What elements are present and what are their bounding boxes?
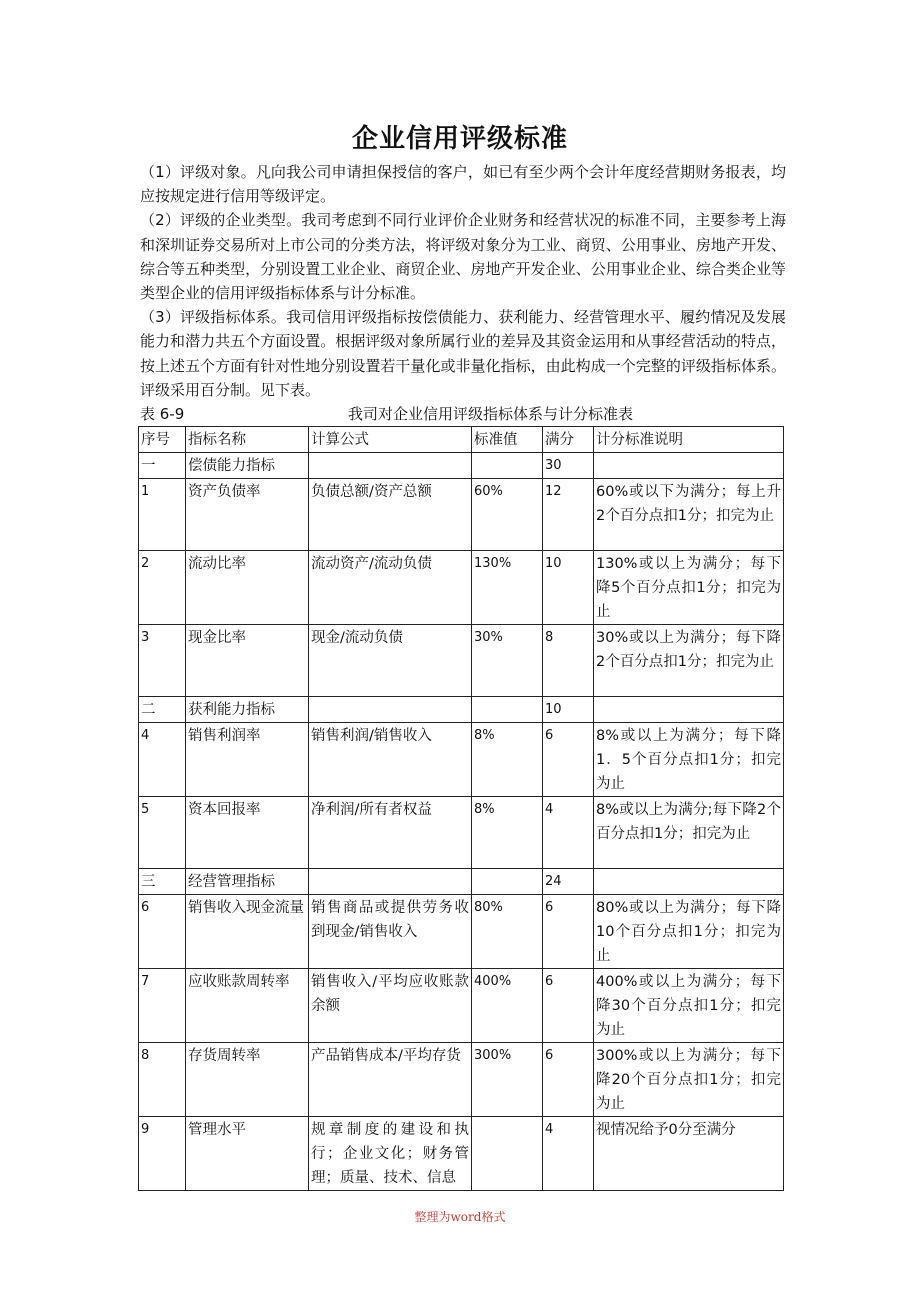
cell-formula: 现金/流动负债 xyxy=(309,625,472,697)
cell-desc xyxy=(594,869,784,895)
cell-formula: 产品销售成本/平均存货 xyxy=(309,1043,472,1117)
cell-std: 400% xyxy=(472,969,543,1043)
cell-no: 1 xyxy=(139,479,186,551)
cell-name: 经营管理指标 xyxy=(186,869,309,895)
cell-score: 6 xyxy=(543,1043,594,1117)
cell-no: 二 xyxy=(139,697,186,723)
cell-score: 6 xyxy=(543,895,594,969)
table-row xyxy=(139,453,784,479)
cell-formula xyxy=(309,869,472,895)
footer-note: 整理为word格式 xyxy=(414,1210,506,1224)
cell-name: 管理水平 xyxy=(186,1117,309,1191)
cell-desc: 400%或以上为满分；每下降30个百分点扣1分；扣完为止 xyxy=(594,969,784,1043)
table-row xyxy=(139,969,784,1043)
paragraph-evaluation-object: （1）评级对象。凡向我公司申请担保授信的客户，如已有至少两个会计年度经营期财务报表，均应按规定进行信用等级评定。 xyxy=(140,163,786,206)
cell-std: 80% xyxy=(472,895,543,969)
cell-no: 8 xyxy=(139,1043,186,1117)
table-row xyxy=(139,479,784,551)
cell-formula: 净利润/所有者权益 xyxy=(309,797,472,869)
cell-no: 9 xyxy=(139,1117,186,1191)
cell-formula: 销售收入/平均应收账款余额 xyxy=(309,969,472,1043)
cell-score: 10 xyxy=(543,697,594,723)
cell-desc: 80%或以上为满分；每下降10个百分点扣1分；扣完为止 xyxy=(594,895,784,969)
cell-std: 30% xyxy=(472,625,543,697)
header-cell: 满分 xyxy=(543,427,594,453)
cell-score: 24 xyxy=(543,869,594,895)
cell-formula xyxy=(309,453,472,479)
cell-desc xyxy=(594,697,784,723)
paragraph-index-system: （3）评级指标体系。我司信用评级指标按偿债能力、获利能力、经营管理水平、履约情况及发展能力和潜力共五个方面设置。根据评级对象所属行业的差异及其资金运用和从事经营活动的特点，按上述五个方面有针对性地分别设置若干量化或非量化指标，由此构成一个完整的评级指标体系。评级采用百分制。见下表。 xyxy=(140,308,786,399)
cell-desc xyxy=(594,453,784,479)
table-header-row xyxy=(139,427,784,453)
cell-desc: 300%或以上为满分；每下降20个百分点扣1分；扣完为止 xyxy=(594,1043,784,1117)
paragraph-enterprise-types: （2）评级的企业类型。我司考虑到不同行业评价企业财务和经营状况的标准不同，主要参考上海和深圳证券交易所对上市公司的分类方法，将评级对象分为工业、商贸、公用事业、房地产开发、综合等五种类型，分别设置工业企业、商贸企业、房地产开发企业、公用事业企业、综合类企业等类型企业的信用评级指标体系与计分标准。 xyxy=(140,211,786,303)
cell-std: 300% xyxy=(472,1043,543,1117)
cell-desc: 8%或以上为满分;每下降2个百分点扣1分；扣完为止 xyxy=(594,797,784,869)
cell-name: 现金比率 xyxy=(186,625,309,697)
cell-name: 应收账款周转率 xyxy=(186,969,309,1043)
table-row xyxy=(139,551,784,625)
cell-std xyxy=(472,869,543,895)
cell-std: 8% xyxy=(472,723,543,797)
table-row xyxy=(139,1117,784,1191)
cell-std: 130% xyxy=(472,551,543,625)
cell-formula: 负债总额/资产总额 xyxy=(309,479,472,551)
cell-score: 4 xyxy=(543,797,594,869)
cell-formula: 流动资产/流动负债 xyxy=(309,551,472,625)
table-row xyxy=(139,869,784,895)
cell-formula: 销售商品或提供劳务收到现金/销售收入 xyxy=(309,895,472,969)
cell-std xyxy=(472,1117,543,1191)
cell-no: 6 xyxy=(139,895,186,969)
table-row xyxy=(139,625,784,697)
table-row xyxy=(139,723,784,797)
table-row xyxy=(139,697,784,723)
cell-no: 4 xyxy=(139,723,186,797)
cell-no: 3 xyxy=(139,625,186,697)
cell-formula: 销售利润/销售收入 xyxy=(309,723,472,797)
cell-score: 30 xyxy=(543,453,594,479)
cell-name: 资产负债率 xyxy=(186,479,309,551)
rating-table xyxy=(138,426,784,1191)
cell-desc: 视情况给予0分至满分 xyxy=(594,1117,784,1191)
table-row xyxy=(139,1043,784,1117)
cell-score: 6 xyxy=(543,969,594,1043)
cell-name: 销售收入现金流量 xyxy=(186,895,309,969)
cell-name: 流动比率 xyxy=(186,551,309,625)
table-caption xyxy=(140,403,786,425)
header-cell: 计算公式 xyxy=(309,427,472,453)
cell-name: 偿债能力指标 xyxy=(186,453,309,479)
cell-std: 8% xyxy=(472,797,543,869)
cell-score: 8 xyxy=(543,625,594,697)
cell-desc: 60%或以下为满分；每上升2个百分点扣1分；扣完为止 xyxy=(594,479,784,551)
cell-desc: 30%或以上为满分；每下降2个百分点扣1分；扣完为止 xyxy=(594,625,784,697)
cell-no: 5 xyxy=(139,797,186,869)
cell-score: 12 xyxy=(543,479,594,551)
cell-no: 2 xyxy=(139,551,186,625)
cell-std xyxy=(472,453,543,479)
cell-name: 获利能力指标 xyxy=(186,697,309,723)
cell-std: 60% xyxy=(472,479,543,551)
table-row xyxy=(139,895,784,969)
cell-std xyxy=(472,697,543,723)
body-text xyxy=(140,160,786,402)
cell-name: 销售利润率 xyxy=(186,723,309,797)
cell-formula: 规章制度的建设和执行；企业文化；财务管理；质量、技术、信息 xyxy=(309,1117,472,1191)
document-title: 企业信用评级标准 xyxy=(351,124,568,154)
cell-name: 资本回报率 xyxy=(186,797,309,869)
cell-desc: 130%或以上为满分；每下降5个百分点扣1分；扣完为止 xyxy=(594,551,784,625)
cell-no: 一 xyxy=(139,453,186,479)
header-cell: 序号 xyxy=(139,427,186,453)
cell-no: 三 xyxy=(139,869,186,895)
table-title: 我司对企业信用评级指标体系与计分标准表 xyxy=(348,405,634,423)
header-cell: 指标名称 xyxy=(186,427,309,453)
cell-score: 4 xyxy=(543,1117,594,1191)
cell-desc: 8%或以上为满分；每下降1．5个百分点扣1分；扣完为止 xyxy=(594,723,784,797)
cell-score: 6 xyxy=(543,723,594,797)
table-row xyxy=(139,797,784,869)
cell-score: 10 xyxy=(543,551,594,625)
cell-formula xyxy=(309,697,472,723)
header-cell: 标准值 xyxy=(472,427,543,453)
cell-no: 7 xyxy=(139,969,186,1043)
cell-name: 存货周转率 xyxy=(186,1043,309,1117)
table-label: 表 6-9 xyxy=(140,405,185,423)
header-cell: 计分标准说明 xyxy=(594,427,784,453)
